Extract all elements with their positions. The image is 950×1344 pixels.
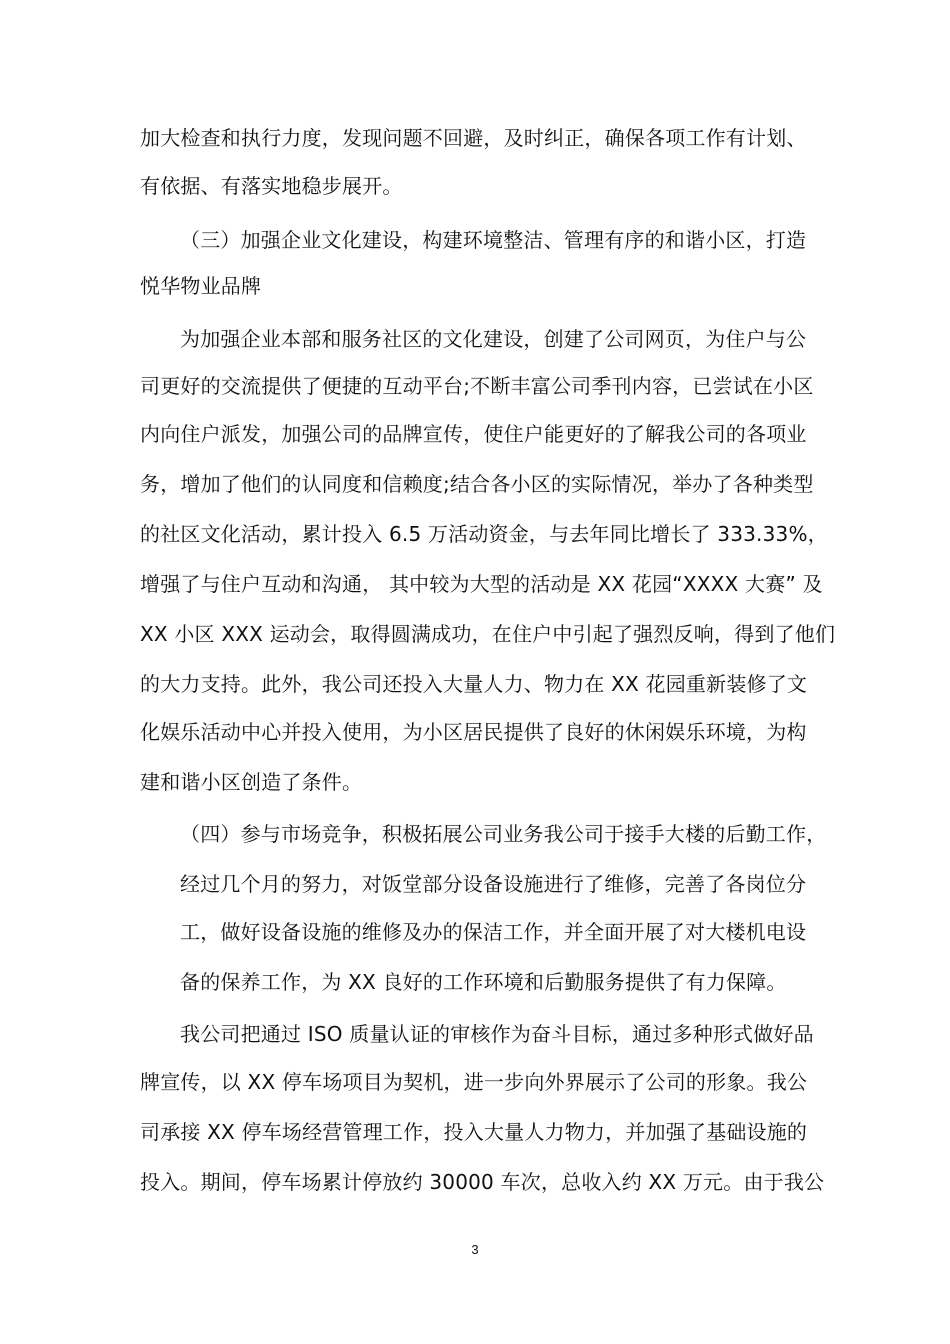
text-line: 司承接 XX 停车场经营管理工作，投入大量人力物力，并加强了基础设施的 xyxy=(140,1120,808,1144)
text-line: 为加强企业本部和服务社区的文化建设，创建了公司网页，为住户与公 xyxy=(180,327,807,351)
text-line: 牌宣传，以 XX 停车场项目为契机，进一步向外界展示了公司的形象。我公 xyxy=(140,1070,808,1094)
text-line: 投入。期间，停车场累计停放约 30000 车次，总收入约 XX 万元。由于我公 xyxy=(140,1170,825,1194)
text-line: 司更好的交流提供了便捷的互动平台;不断丰富公司季刊内容，已尝试在小区 xyxy=(140,374,814,398)
text-line: 我公司把通过 ISO 质量认证的审核作为奋斗目标，通过多种形式做好品 xyxy=(180,1022,814,1046)
text-line: 增强了与住户互动和沟通， 其中较为大型的活动是 XX 花园“XXXX 大赛” 及 xyxy=(140,572,823,596)
text-line: 备的保养工作，为 XX 良好的工作环境和后勤服务提供了有力保障。 xyxy=(180,970,787,994)
section-heading-line: 悦华物业品牌 xyxy=(140,274,262,298)
text-line: 经过几个月的努力，对饭堂部分设备设施进行了维修，完善了各岗位分 xyxy=(180,872,807,896)
text-line: 有依据、有落实地稳步展开。 xyxy=(140,174,403,198)
text-line: 加大检查和执行力度，发现问题不回避，及时纠正，确保各项工作有计划、 xyxy=(140,126,807,150)
section-heading-line: （三）加强企业文化建设，构建环境整洁、管理有序的和谐小区，打造 xyxy=(180,228,807,252)
text-line: 建和谐小区创造了条件。 xyxy=(140,770,363,794)
text-line: 内向住户派发，加强公司的品牌宣传，使住户能更好的了解我公司的各项业 xyxy=(140,422,807,446)
text-line: XX 小区 XXX 运动会，取得圆满成功，在住户中引起了强烈反响，得到了他们 xyxy=(140,622,836,646)
text-line: 的大力支持。此外，我公司还投入大量人力、物力在 XX 花园重新装修了文 xyxy=(140,672,808,696)
text-line: 的社区文化活动，累计投入 6.5 万活动资金，与去年同比增长了 333.33%， xyxy=(140,522,828,546)
text-line: 工，做好设备设施的维修及办的保洁工作，并全面开展了对大楼机电设 xyxy=(180,920,807,944)
text-line: 化娱乐活动中心并投入使用，为小区居民提供了良好的休闲娱乐环境，为构 xyxy=(140,720,807,744)
text-line: 务，增加了他们的认同度和信赖度;结合各小区的实际情况，举办了各种类型 xyxy=(140,472,814,496)
page-number: 3 xyxy=(471,1242,479,1257)
section-heading-line: （四）参与市场竞争，积极拓展公司业务我公司于接手大楼的后勤工作， xyxy=(180,822,827,846)
